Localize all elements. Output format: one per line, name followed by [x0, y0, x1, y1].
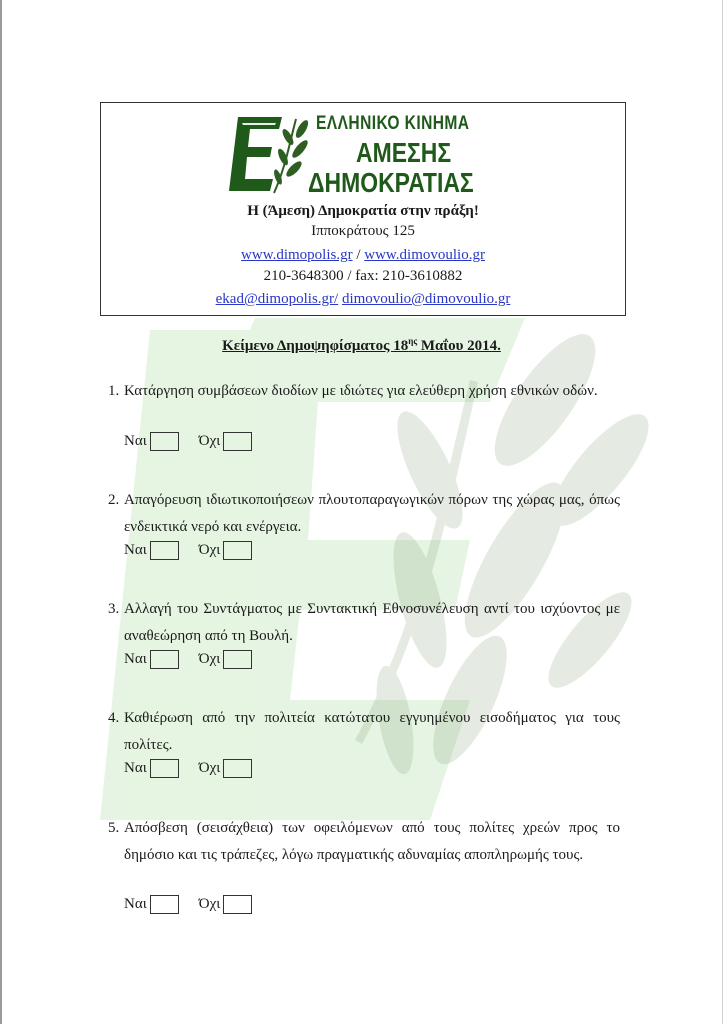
- yes-checkbox[interactable]: [150, 895, 179, 914]
- website-separator: /: [352, 247, 365, 263]
- question-text: Απόσβεση (σεισάχθεια) των οφειλόμενων από τους πολίτες χρεών προς το δημόσιο και τις τράπεζες, λόγω πραγματικής αδυναμίας αποπληρωμής τους.: [124, 820, 620, 863]
- phone-fax: 210-3648300 / fax: 210-3610882: [263, 268, 463, 284]
- question-number: 2.: [108, 492, 120, 508]
- website-link-2[interactable]: www.dimovoulio.gr: [364, 247, 485, 263]
- answer-row-3: [124, 651, 252, 669]
- no-checkbox[interactable]: [223, 650, 252, 669]
- referendum-title: [0, 336, 723, 355]
- question-number: 4.: [108, 710, 120, 726]
- logo-line-1: ΕΛΛΗΝΙΚΟ ΚΙΝΗΜΑ: [316, 113, 470, 134]
- slogan: Η (Άμεση) Δημοκρατία στην πράξη!: [247, 203, 479, 219]
- answer-row-5: [124, 896, 252, 914]
- yes-checkbox[interactable]: [150, 650, 179, 669]
- no-checkbox[interactable]: [223, 541, 252, 560]
- no-checkbox[interactable]: [223, 895, 252, 914]
- no-checkbox[interactable]: [223, 759, 252, 778]
- no-checkbox[interactable]: [223, 432, 252, 451]
- no-label: Όχι: [198, 896, 221, 912]
- answer-row-1: [124, 433, 252, 451]
- question-number: 1.: [108, 383, 120, 399]
- no-label: Όχι: [198, 760, 221, 776]
- email-link-1[interactable]: ekad@dimopolis.gr/: [215, 291, 339, 307]
- question-text: Αλλαγή του Συντάγματος με Συντακτική Εθνοσυνέλευση αντί του ισχύοντος με αναθεώρηση από τη Βουλή.: [124, 601, 620, 644]
- header-box: [100, 102, 626, 316]
- question-number: 3.: [108, 601, 120, 617]
- email-link-2[interactable]: dimovoulio@dimovoulio.gr: [341, 291, 511, 307]
- yes-checkbox[interactable]: [150, 759, 179, 778]
- title-suffix: Μαΐου 2014.: [417, 338, 501, 354]
- yes-label: Ναι: [124, 651, 147, 667]
- yes-label: Ναι: [124, 896, 147, 912]
- yes-checkbox[interactable]: [150, 432, 179, 451]
- answer-row-4: [124, 760, 252, 778]
- address: Ιπποκράτους 125: [311, 223, 415, 239]
- website-link-1[interactable]: www.dimopolis.gr: [241, 247, 353, 263]
- logo-line-3: ΔΗΜΟΚΡΑΤΙΑΣ: [308, 167, 474, 198]
- yes-label: Ναι: [124, 542, 147, 558]
- question-text: Κατάργηση συμβάσεων διοδίων με ιδιώτες για ελεύθερη χρήση εθνικών οδών.: [124, 383, 598, 399]
- question-text: Απαγόρευση ιδιωτικοποιήσεων πλουτοπαραγωγικών πόρων της χώρας μας, όπως ενδεικτικά νερό και ενέργεια.: [124, 492, 620, 535]
- title-text: Κείμενο Δημοψηφίσματος 18: [222, 338, 409, 354]
- logo-emblem-icon: [226, 111, 316, 197]
- question-number: 5.: [108, 820, 120, 836]
- yes-label: Ναι: [124, 760, 147, 776]
- no-label: Όχι: [198, 651, 221, 667]
- websites: [101, 245, 625, 265]
- logo-line-2: ΑΜΕΣΗΣ: [356, 137, 452, 168]
- answer-row-2: [124, 542, 252, 560]
- logo: [226, 111, 496, 197]
- page-left-edge: [0, 0, 2, 1024]
- question-text: Καθιέρωση από την πολιτεία κατώτατου εγγυημένου εισοδήματος για τους πολίτες.: [124, 710, 620, 753]
- emails: [101, 289, 625, 309]
- no-label: Όχι: [198, 542, 221, 558]
- title-superscript: ης: [408, 336, 418, 346]
- yes-checkbox[interactable]: [150, 541, 179, 560]
- yes-label: Ναι: [124, 433, 147, 449]
- no-label: Όχι: [198, 433, 221, 449]
